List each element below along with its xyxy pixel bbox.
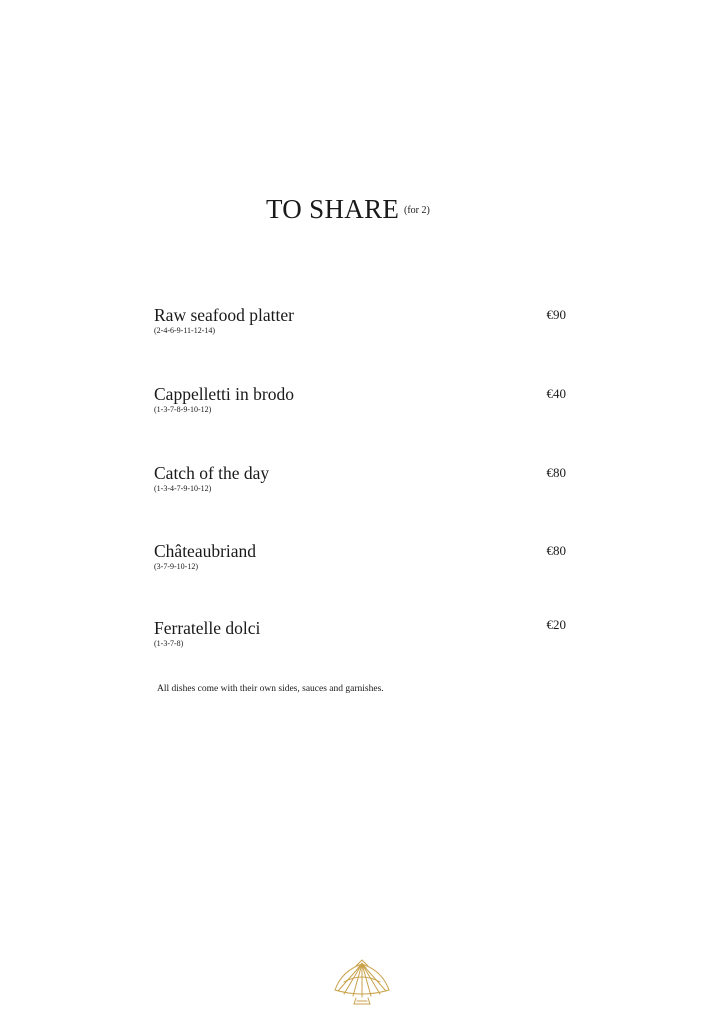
menu-note: All dishes come with their own sides, sauces and garnishes. (157, 684, 384, 694)
item-name: Châteaubriand (154, 541, 257, 561)
item-price: €90 (546, 307, 566, 322)
item-price: €40 (546, 386, 566, 401)
section-title: TO SHARE (266, 194, 400, 224)
item-price: €80 (546, 465, 566, 480)
item-allergens: (1-3-7-8-9-10-12) (154, 405, 212, 414)
item-price: €20 (546, 617, 566, 632)
item-allergens: (2-4-6-9-11-12-14) (154, 326, 216, 335)
item-name: Ferratelle dolci (154, 618, 261, 638)
item-allergens: (3-7-9-10-12) (154, 562, 198, 571)
item-allergens: (1-3-4-7-9-10-12) (154, 484, 212, 493)
shell-fan-icon (332, 958, 392, 1008)
section-subtitle: (for 2) (404, 205, 430, 216)
item-allergens: (1-3-7-8) (154, 639, 184, 648)
item-name: Catch of the day (154, 463, 270, 483)
item-name: Raw seafood platter (154, 305, 294, 325)
section-header (0, 192, 724, 228)
item-name: Cappelletti in brodo (154, 384, 294, 404)
item-price: €80 (546, 543, 566, 558)
